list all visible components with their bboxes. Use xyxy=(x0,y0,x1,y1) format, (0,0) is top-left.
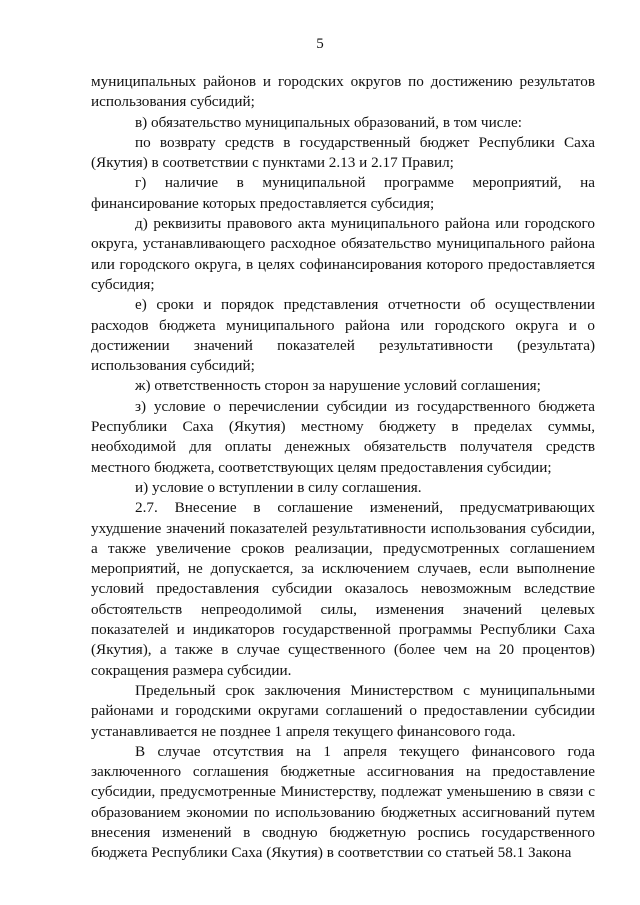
page-number: 5 xyxy=(316,36,324,52)
document-body xyxy=(91,72,595,864)
paragraph-section-2-7: 2.7. Внесение в соглашение изменений, предусматривающих ухудшение значений показателей результативности использования субсидии, а также увеличение сроков реализации, предусмотренных соглашением мероприятий, не допускается, за исключением случаев, если выполнение условий предоставления субсидии оказалось невозможным вследствие обстоятельств непреодолимой силы, изменения значений целевых показателей и индикаторов государственной программы Республики Саха (Якутия), а также в случае существенного (более чем на 20 процентов) сокращения размера субсидии. xyxy=(91,499,595,679)
paragraph-refund-obligation: по возврату средств в государственный бюджет Республики Саха (Якутия) в соответствии с пунктами 2.13 и 2.17 Правил; xyxy=(91,133,595,172)
paragraph-item-z: з) условие о перечислении субсидии из государственного бюджета Республики Саха (Якутия) местному бюджету в пределах суммы, необходимой для оплаты денежных обязательств получателя средств местного бюджета, соответствующих целям предоставления субсидии; xyxy=(91,397,595,476)
paragraph-item-g: г) наличие в муниципальной программе мероприятий, на финансирование которых предоставляется субсидия; xyxy=(91,174,595,212)
paragraph-item-i: и) условие о вступлении в силу соглашения. xyxy=(135,478,422,496)
paragraph-continuation: муниципальных районов и городских округов по достижению результатов использования субсидий; xyxy=(91,73,595,111)
paragraph-item-v: в) обязательство муниципальных образований, в том числе: xyxy=(135,113,522,131)
paragraph-item-zh: ж) ответственность сторон за нарушение условий соглашения; xyxy=(135,377,541,395)
paragraph-deadline: Предельный срок заключения Министерством с муниципальными районами и городскими округами соглашений о предоставлении субсидии устанавливается не позднее 1 апреля текущего финансового года. xyxy=(91,681,595,740)
paragraph-absence-of-agreement: В случае отсутствия на 1 апреля текущего финансового года заключенного соглашения бюджетные ассигнования на предоставление субсидии, предусмотренные Министерству, подлежат уменьшению в связи с образованием экономии по использованию бюджетных ассигнований путем внесения изменений в сводную бюджетную роспись государственного бюджета Республики Саха (Якутия) в соответствии со статьей 58.1 Закона xyxy=(91,742,595,862)
paragraph-item-e: е) сроки и порядок представления отчетности об осуществлении расходов бюджета муниципального района или городского округа и о достижении значений показателей результативности (результата) использования субсидий; xyxy=(91,296,595,375)
paragraph-item-d: д) реквизиты правового акта муниципального района или городского округа, устанавливающего расходное обязательство муниципального района или городского округа, в целях софинансирования которого предоставляется субсидия; xyxy=(91,215,595,293)
